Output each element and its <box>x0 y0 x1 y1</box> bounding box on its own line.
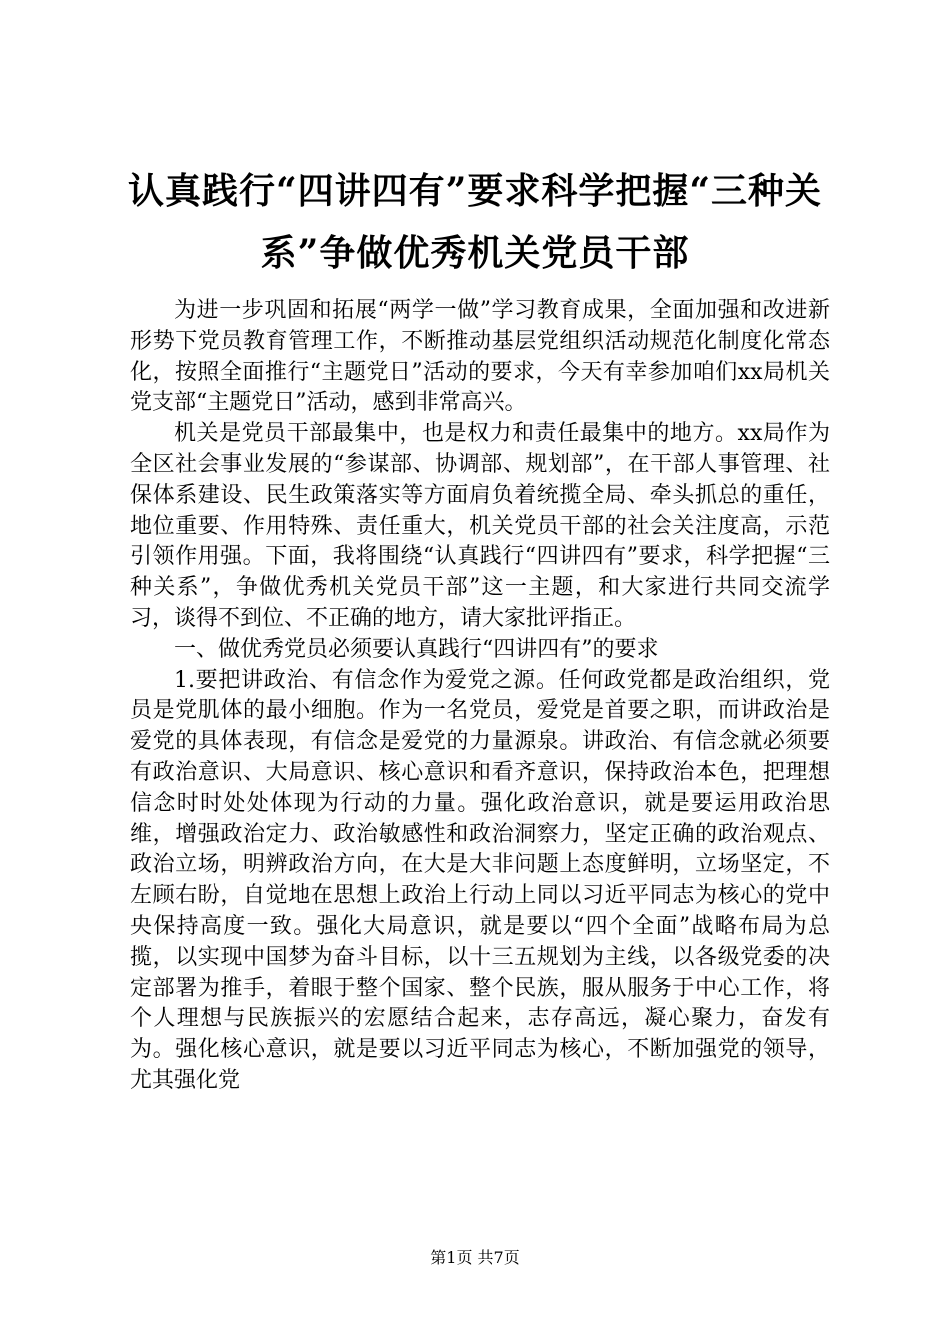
document-body <box>130 296 830 1097</box>
document-title <box>120 160 830 284</box>
title-line-2: 系”争做优秀机关党员干部 <box>260 232 690 274</box>
page-number-footer: 第1页 共7页 <box>430 1248 520 1267</box>
section-heading-1: 一、做优秀党员必须要认真践行“四讲四有”的要求 <box>174 636 659 662</box>
title-line-1: 认真践行“四讲四有”要求科学把握“三种关 <box>127 170 823 212</box>
paragraph-point-1: 1.要把讲政治、有信念作为爱党之源。任何政党都是政治组织，党员是党肌体的最小细胞。作为一名党员，爱党是首要之职，而讲政治是爱党的具体表现，有信念是爱党的力量源泉。讲政治、有信念就必须要有政治意识、大局意识、核心意识和看齐意识，保持政治本色，把理想信念时时处处体现为行动的力量。强化政治意识，就是要运用政治思维，增强政治定力、政治敏感性和政治洞察力，坚定正确的政治观点、政治立场，明辨政治方向，在大是大非问题上态度鲜明，立场坚定，不左顾右盼，自觉地在思想上政治上行动上同以习近平同志为核心的党中央保持高度一致。强化大局意识，就是要以“四个全面”战略布局为总揽，以实现中国梦为奋斗目标，以十三五规划为主线，以各级党委的决定部署为推手，着眼于整个国家、整个民族，服从服务于中心工作，将个人理想与民族振兴的宏愿结合起来，志存高远，凝心聚力，奋发有为。强化核心意识，就是要以习近平同志为核心，不断加强党的领导，尤其强化党 <box>130 667 830 1093</box>
paragraph-context: 机关是党员干部最集中，也是权力和责任最集中的地方。xx局作为全区社会事业发展的“参谋部、协调部、规划部”，在干部人事管理、社保体系建设、民生政策落实等方面肩负着统揽全局、牵头抓总的重任，地位重要、作用特殊、责任重大，机关党员干部的社会关注度高，示范引领作用强。下面，我将围绕“认真践行“四讲四有”要求，科学把握“三种关系”，争做优秀机关党员干部”这一主题，和大家进行共同交流学习，谈得不到位、不正确的地方，请大家批评指正。 <box>130 421 830 631</box>
paragraph-intro: 为进一步巩固和拓展“两学一做”学习教育成果，全面加强和改进新形势下党员教育管理工作，不断推动基层党组织活动规范化制度化常态化，按照全面推行“主题党日”活动的要求，今天有幸参加咱们xx局机关党支部“主题党日”活动，感到非常高兴。 <box>130 298 830 416</box>
